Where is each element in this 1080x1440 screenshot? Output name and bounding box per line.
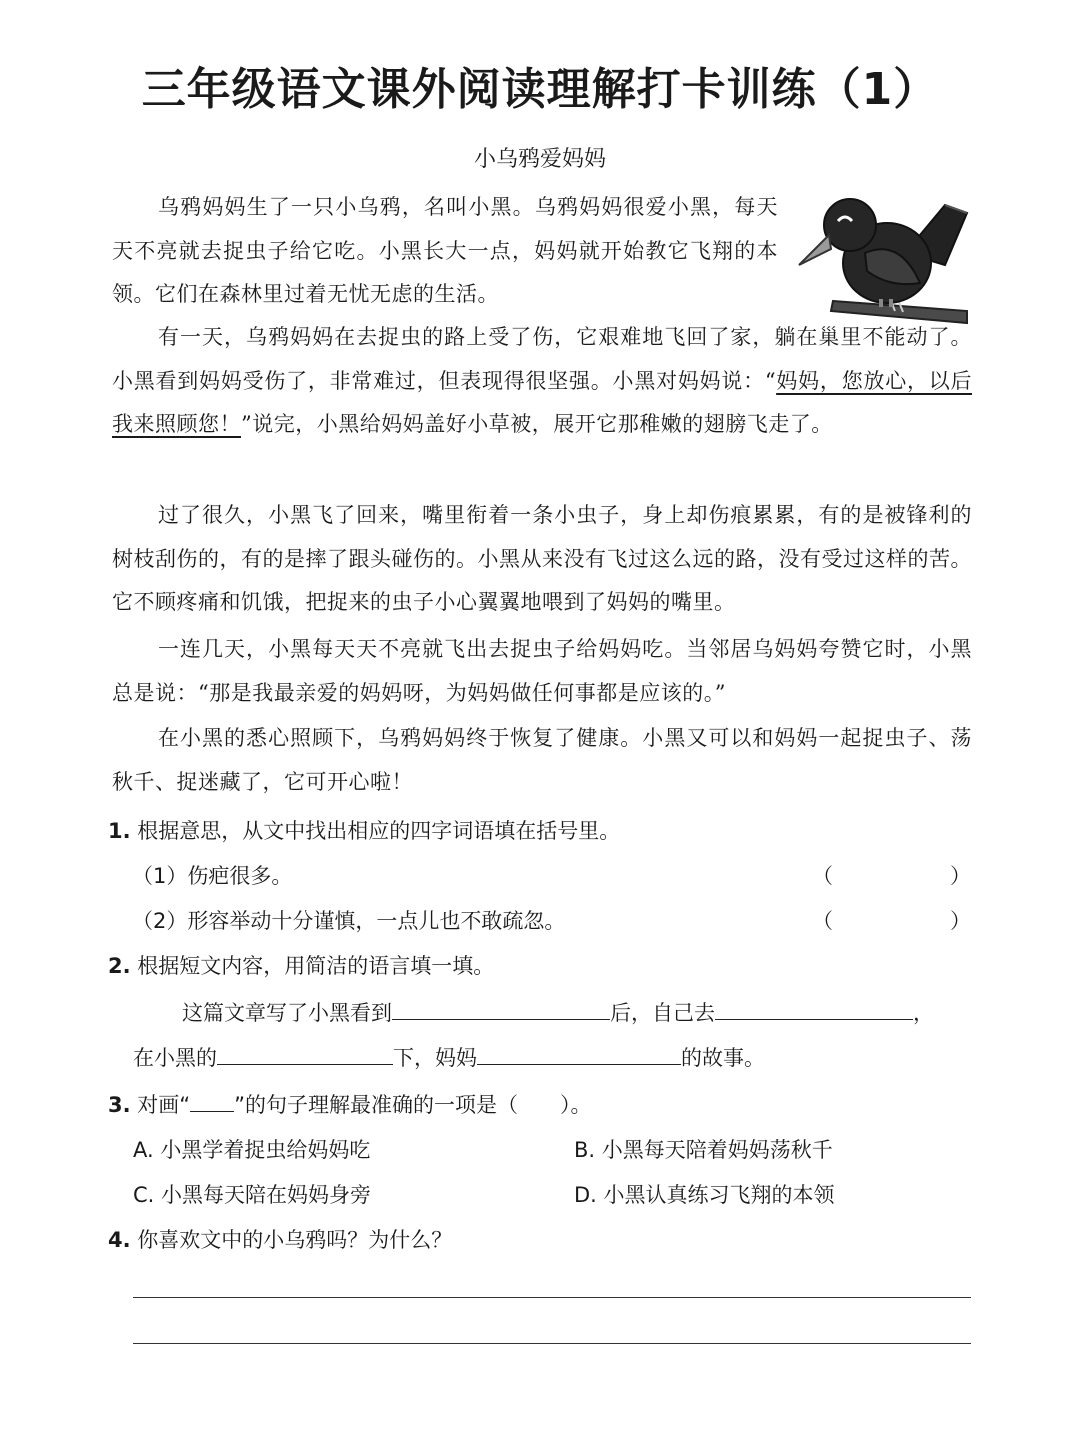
fill-blank[interactable] bbox=[477, 1042, 681, 1065]
answer-paren-open[interactable]: （ bbox=[812, 909, 833, 933]
question-2-line-2: 在小黑的 下，妈妈 的故事。 bbox=[133, 1042, 765, 1074]
story-paragraph-4: 一连几天，小黑每天天不亮就飞出去捉虫子给妈妈吃。当邻居乌妈妈夸赞它时，小黑总是说：“那是我最亲爱的妈妈呀，为妈妈做任何事都是应该的。” bbox=[112, 637, 972, 705]
answer-paren-close[interactable]: ） bbox=[950, 909, 971, 933]
question-1-item-2: （2）形容举动十分谨慎，一点儿也不敢疏忽。 bbox=[132, 909, 566, 933]
story-paragraph-2: 有一天，乌鸦妈妈在去捉虫的路上受了伤，它艰难地飞回了家，躺在巢里不能动了。小黑看到妈妈受伤了，非常难过，但表现得很坚强。小黑对妈妈说：“妈妈，您放心，以后我来照顾您！”说完，小黑给妈妈盖好小草被，展开它那稚嫩的翅膀飞走了。 bbox=[112, 325, 973, 436]
question-2: 2. 根据短文内容，用简洁的语言填一填。 bbox=[108, 954, 495, 978]
story-title: 小乌鸦爱妈妈 bbox=[473, 147, 606, 172]
question-1-item-1: （1）伤疤很多。 bbox=[132, 864, 293, 888]
story-paragraph-5: 在小黑的悉心照顾下，乌鸦妈妈终于恢复了健康。小黑又可以和妈妈一起捉虫子、荡秋千、捉迷藏了，它可开心啦！ bbox=[112, 726, 972, 794]
fill-blank[interactable] bbox=[217, 1042, 393, 1065]
worksheet-title: 三年级语文课外阅读理解打卡训练（1） bbox=[141, 64, 939, 115]
question-3: 3. 对画“ ”的句子理解最准确的一项是（ ）。 bbox=[108, 1089, 592, 1121]
answer-paren-close[interactable]: ） bbox=[950, 864, 971, 888]
option-d[interactable]: D. 小黑认真练习飞翔的本领 bbox=[574, 1183, 835, 1207]
option-a[interactable]: A. 小黑学着捉虫给妈妈吃 bbox=[133, 1138, 371, 1162]
answer-line-1[interactable] bbox=[133, 1297, 971, 1298]
answer-line-2[interactable] bbox=[133, 1343, 971, 1344]
story-paragraph-3: 过了很久，小黑飞了回来，嘴里衔着一条小虫子，身上却伤痕累累，有的是被锋利的树枝刮伤的，有的是摔了跟头碰伤的。小黑从来没有飞过这么远的路，没有受过这样的苦。它不顾疼痛和饥饿，把捉来的虫子小心翼翼地喂到了妈妈的嘴里。 bbox=[112, 503, 972, 614]
underline-mark bbox=[190, 1089, 234, 1112]
fill-blank[interactable] bbox=[715, 997, 913, 1020]
question-4: 4. 你喜欢文中的小乌鸦吗？为什么？ bbox=[108, 1228, 453, 1252]
answer-paren-open[interactable]: （ bbox=[812, 864, 833, 888]
question-1: 1. 根据意思，从文中找出相应的四字词语填在括号里。 bbox=[108, 819, 621, 843]
underlined-sentence: 妈妈，您放心，以后我来照顾您！ bbox=[112, 368, 973, 436]
option-b[interactable]: B. 小黑每天陪着妈妈荡秋千 bbox=[574, 1138, 833, 1162]
option-c[interactable]: C. 小黑每天陪在妈妈身旁 bbox=[133, 1183, 372, 1207]
fill-blank[interactable] bbox=[392, 997, 610, 1020]
story-paragraph-1: 乌鸦妈妈生了一只小乌鸦，名叫小黑。乌鸦妈妈很爱小黑，每天天不亮就去捉虫子给它吃。小黑长大一点，妈妈就开始教它飞翔的本领。它们在森林里过着无忧无虑的生活。 bbox=[112, 195, 778, 306]
question-2-line-1: 这篇文章写了小黑看到 后，自己去 ， bbox=[182, 997, 934, 1029]
